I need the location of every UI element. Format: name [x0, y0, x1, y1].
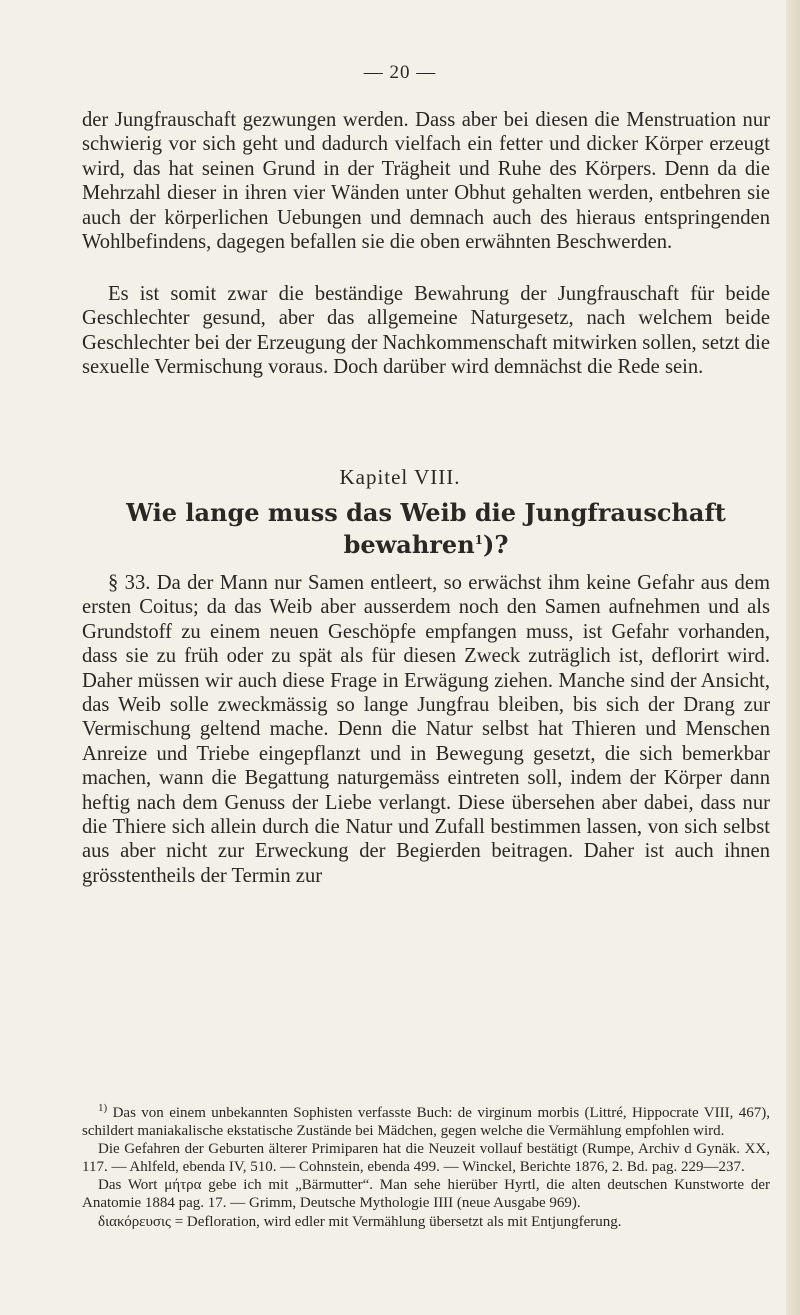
footnote-1-text: Das von einem unbekannten Sophisten verfasste Buch: de virginum morbis (Littré, Hippocrate VIII, 467), schildert maniakalische ekstatische Zustände bei Mädchen, gegen welche die Vermählung empfohlen wird. [82, 1105, 770, 1140]
footnote-3: Das Wort μήτρα gebe ich mit „Bärmutter“. Man sehe hierüber Hyrtl, die alten deutschen Kunstworte der Anatomie 1884 pag. 17. — Grimm, Deutsche Mythologie IIII (neue Ausgabe 969). [82, 1177, 770, 1212]
chapter-heading [82, 497, 770, 561]
footnote-1 [82, 1104, 770, 1140]
footnotes [82, 1104, 770, 1231]
paragraph-2: Es ist somit zwar die beständige Bewahrung der Jungfrauschaft für beide Geschlechter gesund, aber das allgemeine Naturgesetz, nach welchem beide Geschlechter bei der Erzeugung der Nachkommenschaft mitwirken sollen, setzt die sexuelle Vermischung voraus. Doch darüber wird demnächst die Rede sein. [82, 283, 770, 379]
page-edge [786, 0, 800, 1315]
chapter-heading-end: )? [483, 530, 509, 559]
chapter-label: Kapitel VIII. [339, 465, 461, 489]
paragraph-1: der Jungfrauschaft gezwungen werden. Dass aber bei diesen die Menstruation nur schwierig vor sich geht und dadurch vielfach ein fetter und dicker Körper erzeugt wird, das hat seinen Grund in der Trägheit und Ruhe des Körpers. Denn da die Mehrzahl dieser in ihren vier Wänden unter Obhut gehalten werden, entbehren sie auch der körperlichen Uebungen und demnach auch des hieraus entspringenden Wohlbefindens, dagegen befallen sie die oben erwähnten Beschwerden. [82, 109, 770, 254]
paragraph-3: § 33. Da der Mann nur Samen entleert, so erwächst ihm keine Gefahr aus dem ersten Coitus; da das Weib aber ausserdem noch den Samen aufnehmen und als Grundstoff zu einem neuen Geschöpfe empfangen muss, ist Gefahr vorhanden, dass sie zu früh oder zu spät als für diesen Zweck zuträglich ist, deflorirt wird. Daher müssen wir auch diese Frage in Erwägung ziehen. Manche sind der Ansicht, das Weib solle zweckmässig so lange Jungfrau bleiben, bis sich der Drang zur Vermischung geltend mache. Denn die Natur selbst hat Thieren und Menschen Anreize und Triebe eingepflanzt und in Bewegung gesetzt, die sich bemerkbar machen, wann die Begattung naturgemäss eintreten soll, indem der Körper dann heftig nach dem Genuss der Liebe verlangt. Diese übersehen aber dabei, dass nur die Thiere sich allein durch die Natur und Zufall bestimmen lassen, von sich selbst aus aber nicht zur Erweckung der Begierden beitragen. Daher ist auch ihnen grösstentheils der Termin zur [82, 572, 770, 887]
page-number: — 20 — [363, 62, 437, 83]
footnote-marker: 1) [98, 1102, 108, 1114]
chapter-heading-text: Wie lange muss das Weib die Jungfrauschaft bewahren [126, 498, 726, 559]
footnote-reference: 1 [474, 533, 483, 547]
footnote-2: Die Gefahren der Geburten älterer Primiparen hat die Neuzeit vollauf bestätigt (Rumpe, Archiv d Gynäk. XX, 117. — Ahlfeld, ebenda IV, 510. — Cohnstein, ebenda 499. — Winckel, Berichte 1876, 2. Bd. pag. 229—237. [82, 1141, 770, 1176]
footnote-4: διακόρευσις = Defloration, wird edler mit Vermählung übersetzt als mit Entjungferung. [98, 1213, 622, 1230]
